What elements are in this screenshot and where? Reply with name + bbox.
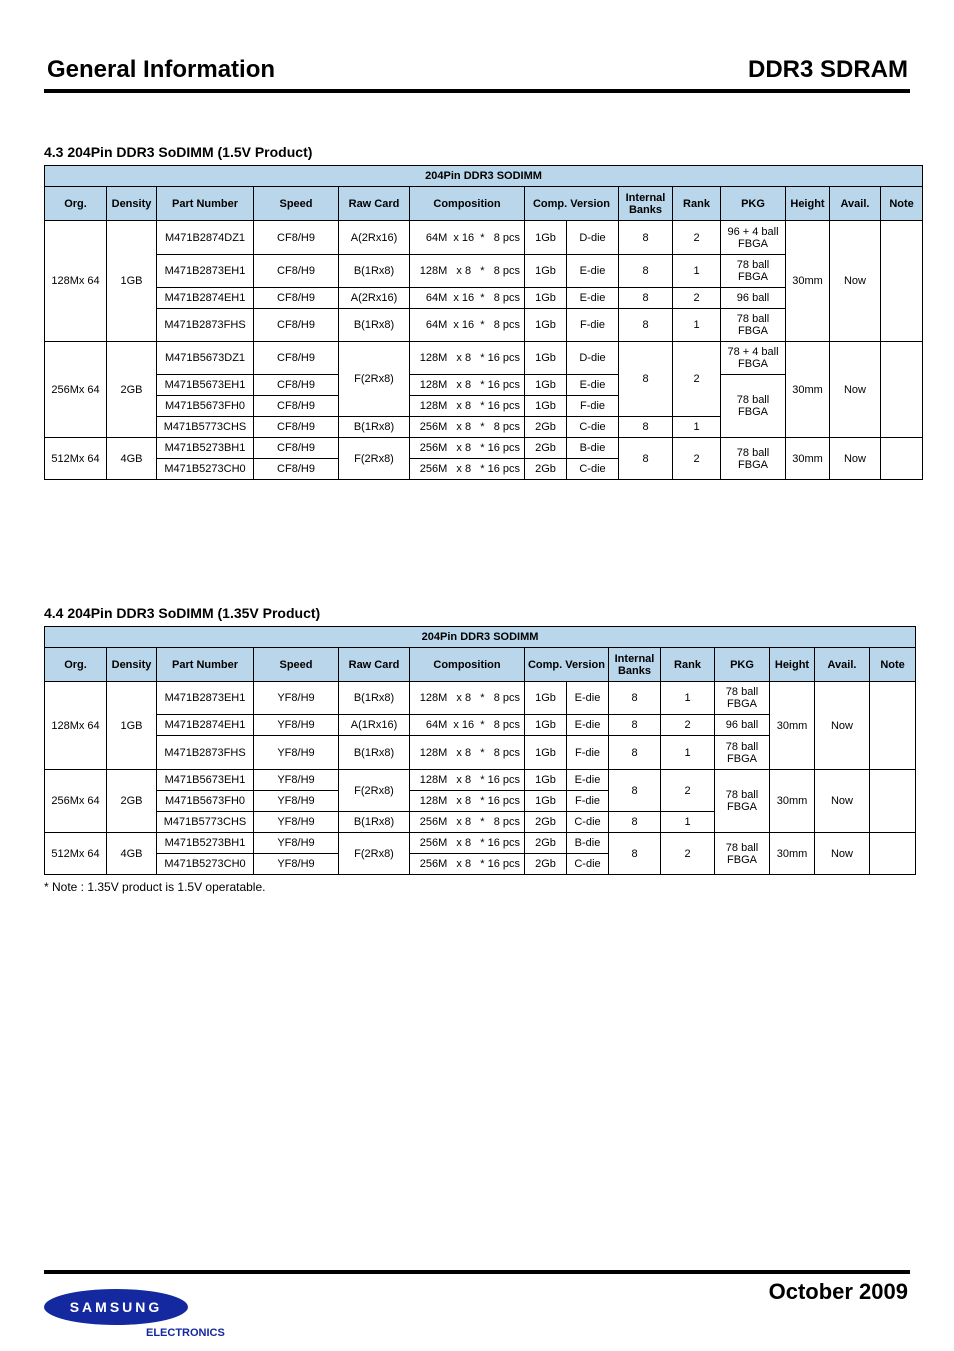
speed-cell: YF8/H9 <box>254 854 339 875</box>
rank-cell: 2 <box>673 221 721 255</box>
spec-table-1-5v <box>44 165 923 480</box>
part-number-cell: M471B5673DZ1 <box>157 342 254 375</box>
part-number-cell: M471B2873FHS <box>157 309 254 342</box>
composition-cell: 256M x 8 * 16 pcs <box>410 438 525 459</box>
table-band-title: 204Pin DDR3 SODIMM <box>45 627 916 648</box>
die-version-cell: E-die <box>567 375 619 396</box>
page-title: General Information <box>47 56 276 83</box>
die-version-cell: C-die <box>567 812 609 833</box>
banks-cell: 8 <box>609 715 661 736</box>
density-gb-cell: 2Gb <box>525 854 567 875</box>
org-cell: 512Mx 64 <box>45 833 107 875</box>
density-gb-cell: 1Gb <box>525 770 567 791</box>
speed-cell: YF8/H9 <box>254 812 339 833</box>
raw-card-cell: F(2Rx8) <box>339 833 410 875</box>
pkg-cell: 78 ball FBGA <box>721 255 786 288</box>
density-gb-cell: 1Gb <box>525 309 567 342</box>
part-number-cell: M471B5673EH1 <box>157 770 254 791</box>
part-number-cell: M471B5773CHS <box>157 417 254 438</box>
part-number-cell: M471B5673FH0 <box>157 791 254 812</box>
composition-cell: 256M x 8 * 8 pcs <box>410 417 525 438</box>
spec-table-1-35v <box>44 626 916 875</box>
org-cell: 512Mx 64 <box>45 438 107 480</box>
banks-cell: 8 <box>609 812 661 833</box>
composition-cell: 128M x 8 * 8 pcs <box>410 682 525 715</box>
publication-date: October 2009 <box>768 1279 908 1304</box>
speed-cell: CF8/H9 <box>254 309 339 342</box>
rank-cell: 1 <box>673 255 721 288</box>
part-number-cell: M471B5273BH1 <box>157 438 254 459</box>
banks-cell: 8 <box>609 682 661 715</box>
die-version-cell: E-die <box>567 682 609 715</box>
die-version-cell: E-die <box>567 255 619 288</box>
die-version-cell: D-die <box>567 221 619 255</box>
part-number-cell: M471B5273CH0 <box>157 459 254 480</box>
density-cell: 2GB <box>107 342 157 438</box>
col-header: Note <box>881 187 923 221</box>
col-header: Speed <box>254 648 339 682</box>
table-body <box>45 682 916 875</box>
banks-cell: 8 <box>619 288 673 309</box>
note-cell <box>881 342 923 438</box>
col-header: Org. <box>45 648 107 682</box>
density-gb-cell: 1Gb <box>525 396 567 417</box>
die-version-cell: F-die <box>567 791 609 812</box>
height-cell: 30mm <box>786 342 830 438</box>
composition-cell: 128M x 8 * 16 pcs <box>410 770 525 791</box>
density-cell: 2GB <box>107 770 157 833</box>
density-gb-cell: 1Gb <box>525 288 567 309</box>
part-number-cell: M471B2873EH1 <box>157 255 254 288</box>
density-gb-cell: 2Gb <box>525 833 567 854</box>
speed-cell: YF8/H9 <box>254 715 339 736</box>
part-number-cell: M471B5773CHS <box>157 812 254 833</box>
die-version-cell: F-die <box>567 396 619 417</box>
part-number-cell: M471B5673FH0 <box>157 396 254 417</box>
raw-card-cell: B(1Rx8) <box>339 255 410 288</box>
pkg-cell: 96 + 4 ball FBGA <box>721 221 786 255</box>
section-title-1-5v: 4.3 204Pin DDR3 SoDIMM (1.5V Product) <box>44 144 313 160</box>
table-row <box>45 833 916 854</box>
col-header: PKG <box>715 648 770 682</box>
composition-cell: 64M x 16 * 8 pcs <box>410 221 525 255</box>
raw-card-cell: B(1Rx8) <box>339 736 410 770</box>
col-header: Rank <box>661 648 715 682</box>
banks-cell: 8 <box>619 309 673 342</box>
raw-card-cell: F(2Rx8) <box>339 438 410 480</box>
samsung-logo <box>44 1285 234 1346</box>
note-cell <box>870 770 916 833</box>
col-header: Internal Banks <box>609 648 661 682</box>
composition-cell: 256M x 8 * 16 pcs <box>410 833 525 854</box>
avail-cell: Now <box>830 438 881 480</box>
banks-cell: 8 <box>619 342 673 417</box>
samsung-logo-graphic <box>44 1285 234 1341</box>
avail-cell: Now <box>815 770 870 833</box>
rank-cell: 1 <box>661 682 715 715</box>
org-cell: 256Mx 64 <box>45 770 107 833</box>
speed-cell: YF8/H9 <box>254 682 339 715</box>
col-header: Density <box>107 648 157 682</box>
density-gb-cell: 2Gb <box>525 438 567 459</box>
table-band-title: 204Pin DDR3 SODIMM <box>45 166 923 187</box>
die-version-cell: F-die <box>567 309 619 342</box>
col-header: Density <box>107 187 157 221</box>
note-cell <box>870 833 916 875</box>
logo-subtext: ELECTRONICS <box>146 1327 225 1339</box>
raw-card-cell: F(2Rx8) <box>339 342 410 417</box>
pkg-cell: 78 ball FBGA <box>721 438 786 480</box>
height-cell: 30mm <box>786 221 830 342</box>
composition-cell: 64M x 16 * 8 pcs <box>410 309 525 342</box>
die-version-cell: D-die <box>567 342 619 375</box>
pkg-cell: 78 ball FBGA <box>715 736 770 770</box>
height-cell: 30mm <box>770 833 815 875</box>
banks-cell: 8 <box>609 833 661 875</box>
speed-cell: YF8/H9 <box>254 770 339 791</box>
part-number-cell: M471B2874DZ1 <box>157 221 254 255</box>
speed-cell: CF8/H9 <box>254 342 339 375</box>
pkg-cell: 78 ball FBGA <box>715 682 770 715</box>
die-version-cell: E-die <box>567 288 619 309</box>
composition-cell: 128M x 8 * 16 pcs <box>410 375 525 396</box>
composition-cell: 64M x 16 * 8 pcs <box>410 715 525 736</box>
org-cell: 128Mx 64 <box>45 682 107 770</box>
density-gb-cell: 1Gb <box>525 221 567 255</box>
height-cell: 30mm <box>786 438 830 480</box>
col-header: Raw Card <box>339 648 410 682</box>
die-version-cell: B-die <box>567 438 619 459</box>
part-number-cell: M471B2874EH1 <box>157 715 254 736</box>
pkg-cell: 78 ball FBGA <box>715 833 770 875</box>
part-number-cell: M471B5273BH1 <box>157 833 254 854</box>
footer-rule <box>44 1270 910 1274</box>
raw-card-cell: A(2Rx16) <box>339 288 410 309</box>
composition-cell: 64M x 16 * 8 pcs <box>410 288 525 309</box>
banks-cell: 8 <box>619 438 673 480</box>
die-version-cell: C-die <box>567 417 619 438</box>
col-header: Composition <box>410 187 525 221</box>
table-body <box>45 221 923 480</box>
composition-cell: 256M x 8 * 16 pcs <box>410 854 525 875</box>
product-title: DDR3 SDRAM <box>747 56 908 83</box>
table-row <box>45 221 923 255</box>
table-row <box>45 770 916 791</box>
density-gb-cell: 2Gb <box>525 812 567 833</box>
note-cell <box>881 438 923 480</box>
rank-cell: 1 <box>661 812 715 833</box>
composition-cell: 128M x 8 * 8 pcs <box>410 255 525 288</box>
die-version-cell: B-die <box>567 833 609 854</box>
col-header: Height <box>786 187 830 221</box>
die-version-cell: C-die <box>567 459 619 480</box>
section-title-1-35v: 4.4 204Pin DDR3 SoDIMM (1.35V Product) <box>44 605 321 621</box>
note-cell <box>870 682 916 770</box>
logo-wordmark: SAMSUNG <box>69 1299 163 1315</box>
speed-cell: YF8/H9 <box>254 736 339 770</box>
composition-cell: 128M x 8 * 16 pcs <box>410 791 525 812</box>
raw-card-cell: B(1Rx8) <box>339 682 410 715</box>
die-version-cell: E-die <box>567 715 609 736</box>
col-header: PKG <box>721 187 786 221</box>
composition-cell: 128M x 8 * 8 pcs <box>410 736 525 770</box>
org-cell: 256Mx 64 <box>45 342 107 438</box>
density-cell: 4GB <box>107 438 157 480</box>
table-row <box>45 438 923 459</box>
banks-cell: 8 <box>619 417 673 438</box>
pkg-cell: 78 ball FBGA <box>721 375 786 438</box>
part-number-cell: M471B2873EH1 <box>157 682 254 715</box>
note-cell <box>881 221 923 342</box>
rank-cell: 2 <box>673 342 721 417</box>
rank-cell: 2 <box>661 833 715 875</box>
die-version-cell: F-die <box>567 736 609 770</box>
die-version-cell: C-die <box>567 854 609 875</box>
density-cell: 1GB <box>107 221 157 342</box>
banks-cell: 8 <box>609 736 661 770</box>
density-cell: 1GB <box>107 682 157 770</box>
rank-cell: 2 <box>673 438 721 480</box>
speed-cell: YF8/H9 <box>254 833 339 854</box>
pkg-cell: 78 ball FBGA <box>721 309 786 342</box>
banks-cell: 8 <box>619 221 673 255</box>
raw-card-cell: B(1Rx8) <box>339 812 410 833</box>
raw-card-cell: A(1Rx16) <box>339 715 410 736</box>
rank-cell: 1 <box>673 309 721 342</box>
height-cell: 30mm <box>770 682 815 770</box>
density-gb-cell: 1Gb <box>525 682 567 715</box>
density-gb-cell: 1Gb <box>525 342 567 375</box>
pkg-cell: 78 + 4 ball FBGA <box>721 342 786 375</box>
pkg-cell: 96 ball <box>721 288 786 309</box>
col-header: Comp. Version <box>525 187 619 221</box>
banks-cell: 8 <box>619 255 673 288</box>
density-cell: 4GB <box>107 833 157 875</box>
part-number-cell: M471B5273CH0 <box>157 854 254 875</box>
col-header: Comp. Version <box>525 648 609 682</box>
part-number-cell: M471B2874EH1 <box>157 288 254 309</box>
density-gb-cell: 2Gb <box>525 459 567 480</box>
density-gb-cell: 1Gb <box>525 255 567 288</box>
density-gb-cell: 1Gb <box>525 736 567 770</box>
die-version-cell: E-die <box>567 770 609 791</box>
raw-card-cell: B(1Rx8) <box>339 309 410 342</box>
rank-cell: 2 <box>661 715 715 736</box>
speed-cell: CF8/H9 <box>254 396 339 417</box>
height-cell: 30mm <box>770 770 815 833</box>
density-gb-cell: 2Gb <box>525 417 567 438</box>
table-row <box>45 682 916 715</box>
col-header: Avail. <box>815 648 870 682</box>
density-gb-cell: 1Gb <box>525 715 567 736</box>
col-header: Speed <box>254 187 339 221</box>
col-header: Part Number <box>157 187 254 221</box>
raw-card-cell: F(2Rx8) <box>339 770 410 812</box>
speed-cell: CF8/H9 <box>254 417 339 438</box>
composition-cell: 256M x 8 * 8 pcs <box>410 812 525 833</box>
composition-cell: 128M x 8 * 16 pcs <box>410 342 525 375</box>
speed-cell: CF8/H9 <box>254 288 339 309</box>
col-header: Org. <box>45 187 107 221</box>
speed-cell: CF8/H9 <box>254 438 339 459</box>
part-number-cell: M471B2873FHS <box>157 736 254 770</box>
footnote: * Note : 1.35V product is 1.5V operatable. <box>44 880 266 894</box>
col-header: Part Number <box>157 648 254 682</box>
col-header: Note <box>870 648 916 682</box>
composition-cell: 256M x 8 * 16 pcs <box>410 459 525 480</box>
avail-cell: Now <box>830 221 881 342</box>
col-header: Rank <box>673 187 721 221</box>
avail-cell: Now <box>815 682 870 770</box>
rank-cell: 1 <box>661 736 715 770</box>
banks-cell: 8 <box>609 770 661 812</box>
col-header: Height <box>770 648 815 682</box>
header-rule <box>44 89 910 93</box>
col-header: Internal Banks <box>619 187 673 221</box>
speed-cell: CF8/H9 <box>254 221 339 255</box>
pkg-cell: 78 ball FBGA <box>715 770 770 833</box>
avail-cell: Now <box>830 342 881 438</box>
rank-cell: 1 <box>673 417 721 438</box>
col-header: Composition <box>410 648 525 682</box>
composition-cell: 128M x 8 * 16 pcs <box>410 396 525 417</box>
pkg-cell: 96 ball <box>715 715 770 736</box>
speed-cell: CF8/H9 <box>254 375 339 396</box>
col-header: Avail. <box>830 187 881 221</box>
org-cell: 128Mx 64 <box>45 221 107 342</box>
table-row <box>45 342 923 375</box>
raw-card-cell: B(1Rx8) <box>339 417 410 438</box>
avail-cell: Now <box>815 833 870 875</box>
col-header: Raw Card <box>339 187 410 221</box>
speed-cell: CF8/H9 <box>254 255 339 288</box>
rank-cell: 2 <box>673 288 721 309</box>
speed-cell: CF8/H9 <box>254 459 339 480</box>
part-number-cell: M471B5673EH1 <box>157 375 254 396</box>
raw-card-cell: A(2Rx16) <box>339 221 410 255</box>
density-gb-cell: 1Gb <box>525 791 567 812</box>
speed-cell: YF8/H9 <box>254 791 339 812</box>
rank-cell: 2 <box>661 770 715 812</box>
density-gb-cell: 1Gb <box>525 375 567 396</box>
